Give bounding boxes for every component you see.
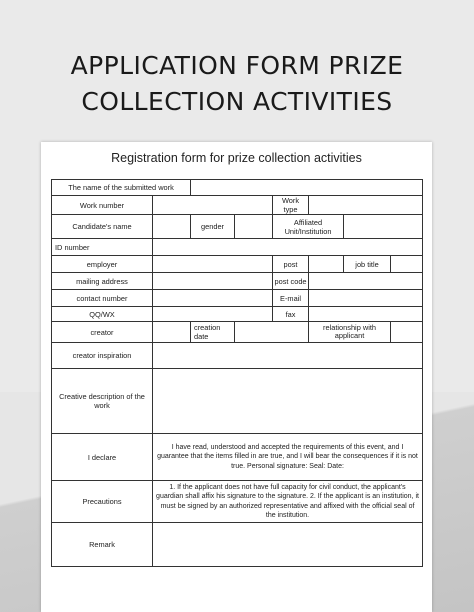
table-row <box>52 180 423 196</box>
table-row <box>52 434 423 481</box>
fax-label: fax <box>273 307 309 322</box>
creator-inspiration-field[interactable] <box>153 343 423 369</box>
post-label: post <box>273 256 309 273</box>
contact-number-label: contact number <box>52 290 153 307</box>
job-title-label: job title <box>344 256 391 273</box>
work-number-field[interactable] <box>153 196 273 215</box>
work-type-label: Work type <box>273 196 309 215</box>
creator-field[interactable] <box>153 322 191 343</box>
contact-number-field[interactable] <box>153 290 273 307</box>
gender-field[interactable] <box>235 215 273 239</box>
id-number-field[interactable] <box>153 239 423 256</box>
fax-field[interactable] <box>309 307 423 322</box>
precautions-label: Precautions <box>52 481 153 523</box>
mailing-address-label: mailing address <box>52 273 153 290</box>
declare-label: I declare <box>52 434 153 481</box>
table-row <box>52 256 423 273</box>
email-label: E-mail <box>273 290 309 307</box>
candidate-name-label: Candidate's name <box>52 215 153 239</box>
post-code-label: post code <box>273 273 309 290</box>
table-row <box>52 273 423 290</box>
post-code-field[interactable] <box>309 273 423 290</box>
post-field[interactable] <box>309 256 344 273</box>
form-sheet <box>41 142 432 612</box>
page-title <box>0 48 474 120</box>
remark-field[interactable] <box>153 523 423 567</box>
table-row <box>52 215 423 239</box>
qq-wx-field[interactable] <box>153 307 273 322</box>
work-type-field[interactable] <box>309 196 423 215</box>
creator-label: creator <box>52 322 153 343</box>
table-row <box>52 369 423 434</box>
gender-label: gender <box>191 215 235 239</box>
table-row <box>52 481 423 523</box>
remark-label: Remark <box>52 523 153 567</box>
relationship-field[interactable] <box>391 322 423 343</box>
affiliated-unit-field[interactable] <box>344 215 423 239</box>
creative-description-field[interactable] <box>153 369 423 434</box>
email-field[interactable] <box>309 290 423 307</box>
page-title-line-1: APPLICATION FORM PRIZE <box>70 51 404 80</box>
creation-date-field[interactable] <box>235 322 309 343</box>
registration-form-table <box>51 179 423 567</box>
precautions-text: 1. If the applicant does not have full capacity for civil conduct, the applicant's guardian shall affix his signature to the signature. 2. If the applicant is an institution, it must be signed by an authorized representative and affixed with the official seal of the institution. <box>153 481 423 523</box>
candidate-name-field[interactable] <box>153 215 191 239</box>
id-number-label: ID number <box>52 239 153 256</box>
creation-date-label: creation date <box>191 322 235 343</box>
table-row <box>52 290 423 307</box>
submitted-work-field[interactable] <box>191 180 423 196</box>
declare-text: I have read, understood and accepted the requirements of this event, and I guarantee that the items filled in are true, and I will bear the consequences if it is not true. Personal signature: Seal: Date: <box>153 434 423 481</box>
relationship-label <box>309 322 391 343</box>
mailing-address-field[interactable] <box>153 273 273 290</box>
qq-wx-label: QQ/WX <box>52 307 153 322</box>
employer-label: employer <box>52 256 153 273</box>
submitted-work-label: The name of the submitted work <box>52 180 191 196</box>
relationship-label-text: relationship with applicant <box>323 324 377 340</box>
work-number-label: Work number <box>52 196 153 215</box>
creator-inspiration-label: creator inspiration <box>52 343 153 369</box>
table-row <box>52 307 423 322</box>
table-row <box>52 523 423 567</box>
job-title-field[interactable] <box>391 256 423 273</box>
affiliated-unit-label: Affiliated Unit/Institution <box>273 215 344 239</box>
table-row <box>52 343 423 369</box>
creative-description-label: Creative description of the work <box>52 369 153 434</box>
form-title: Registration form for prize collection activities <box>111 151 362 165</box>
employer-field[interactable] <box>153 256 273 273</box>
table-row <box>52 196 423 215</box>
page-title-line-2: COLLECTION ACTIVITIES <box>81 87 393 116</box>
table-row <box>52 322 423 343</box>
table-row <box>52 239 423 256</box>
